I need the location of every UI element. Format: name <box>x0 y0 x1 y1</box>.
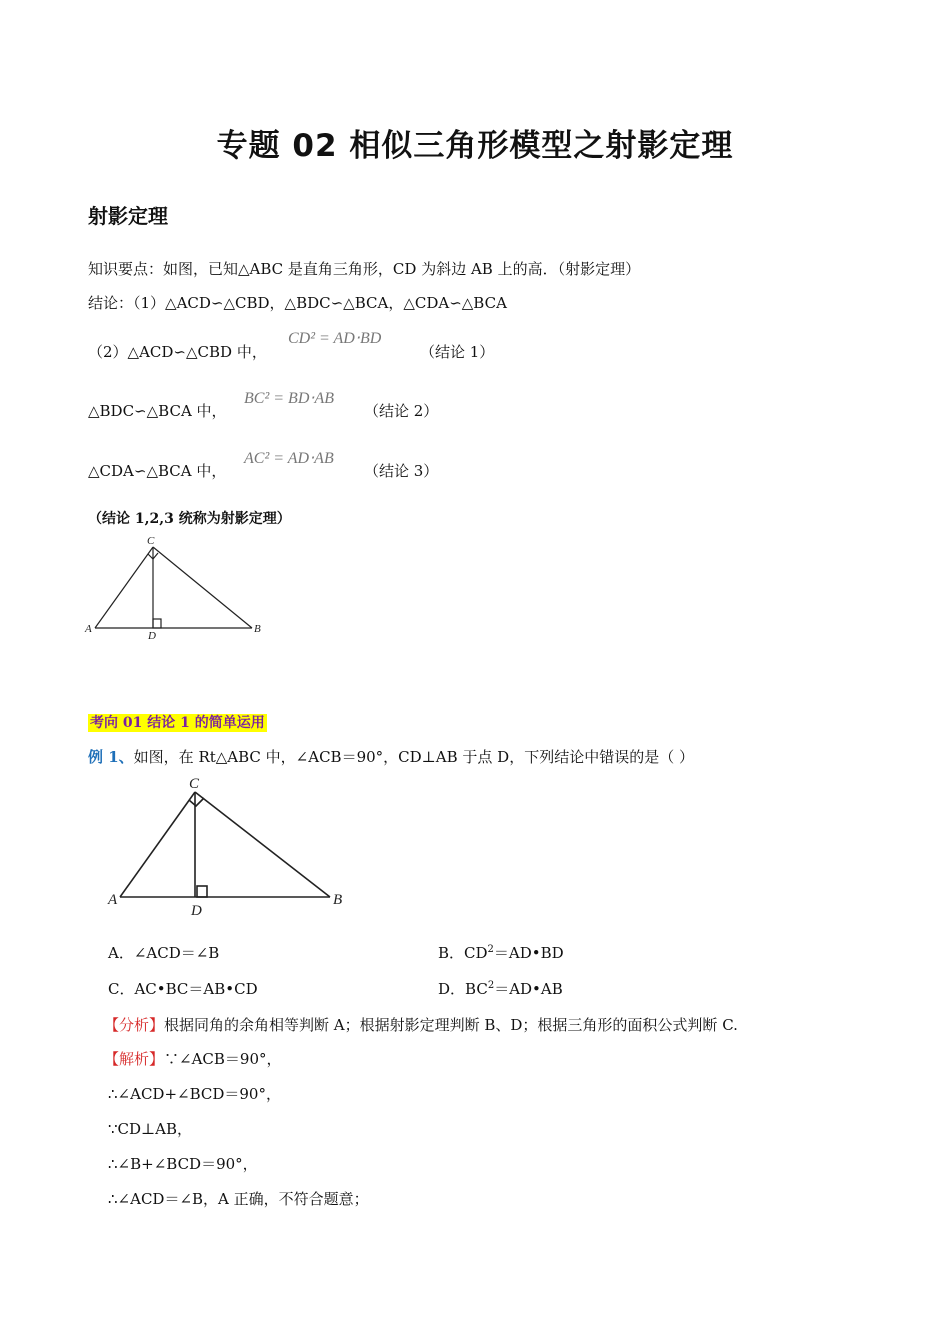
option-d: D．$BC^2=AD•AB$ <box>438 980 563 998</box>
solution-line-5: ∴∠ACD＝∠B，A 正确，不符合题意； <box>108 1190 369 1208</box>
intro-text: 知识要点：如图，已知△ABC 是直角三角形，CD 为斜边 AB 上的高．（射影定理） <box>88 260 641 278</box>
page-title: 专题 02 相似三角形模型之射影定理 <box>216 128 734 164</box>
side-ac <box>120 792 195 897</box>
summary-text: （结论 1,2,3 统称为射影定理） <box>88 511 291 527</box>
example-label: 例 1、 <box>88 748 134 766</box>
topic-tag: 考向 01 结论 1 的简单运用 <box>90 715 265 731</box>
right-angle-mark-d <box>153 619 161 628</box>
vertex-label-a: A <box>85 623 92 635</box>
conclusion1-label: （结论 1） <box>420 343 495 361</box>
analysis-tag: 【分析】 <box>104 1016 165 1034</box>
solution-line-3: ∵CD⊥AB， <box>108 1120 193 1138</box>
conclusion3-formula: AC² = AD⋅AB <box>244 450 334 467</box>
vertex-label-c: C <box>189 776 200 792</box>
section-heading: 射影定理 <box>88 204 168 228</box>
side-ac <box>95 547 153 628</box>
vertex-label-c: C <box>147 535 155 547</box>
right-angle-mark-c <box>189 798 204 806</box>
solution-tag: 【解析】 <box>104 1050 165 1068</box>
conclusion1-prefix: （2）△ACD∽△CBD 中， <box>88 343 267 361</box>
solution-line-4: ∴∠B+∠BCD＝90°， <box>108 1155 258 1173</box>
conclusion2-label: （结论 2） <box>364 402 439 420</box>
triangle-figure-1 <box>80 532 280 647</box>
conclusion-line: 结论：（1）△ACD∽△CBD，△BDC∽△BCA，△CDA∽△BCA <box>88 294 507 312</box>
analysis-line <box>104 1014 738 1035</box>
vertex-label-d: D <box>148 630 156 642</box>
solution-line-1: 【解析】∵∠ACB＝90°， <box>104 1050 282 1068</box>
conclusion2-formula: BC² = BD⋅AB <box>244 390 334 407</box>
conclusion3-prefix: △CDA∽△BCA 中， <box>88 462 227 480</box>
side-bc <box>195 792 330 897</box>
vertex-label-b: B <box>254 623 261 635</box>
conclusion1-formula: CD² = AD⋅BD <box>288 330 382 347</box>
vertex-label-a: A <box>108 892 118 908</box>
vertex-label-d: D <box>191 903 202 919</box>
analysis-text: 根据同角的余角相等判断 A；根据射影定理判断 B、D；根据三角形的面积公式判断 C. <box>164 1016 738 1034</box>
solution-line-2: ∴∠ACD+∠BCD＝90°， <box>108 1085 281 1103</box>
option-a: A．∠ACD＝∠B <box>108 944 220 962</box>
option-b: B．$CD^2=AD•BD$ <box>438 944 564 962</box>
side-bc <box>153 547 252 628</box>
right-angle-mark-d <box>197 886 207 897</box>
conclusion2-prefix: △BDC∽△BCA 中， <box>88 402 227 420</box>
example-text: 如图，在 Rt△ABC 中，∠ACB＝90°，CD⊥AB 于点 D，下列结论中错误的是（ ） <box>133 748 694 766</box>
triangle-figure-2 <box>100 770 360 920</box>
option-c: C．AC•BC＝AB•CD <box>108 980 258 998</box>
conclusion3-label: （结论 3） <box>364 462 439 480</box>
vertex-label-b: B <box>333 892 343 908</box>
